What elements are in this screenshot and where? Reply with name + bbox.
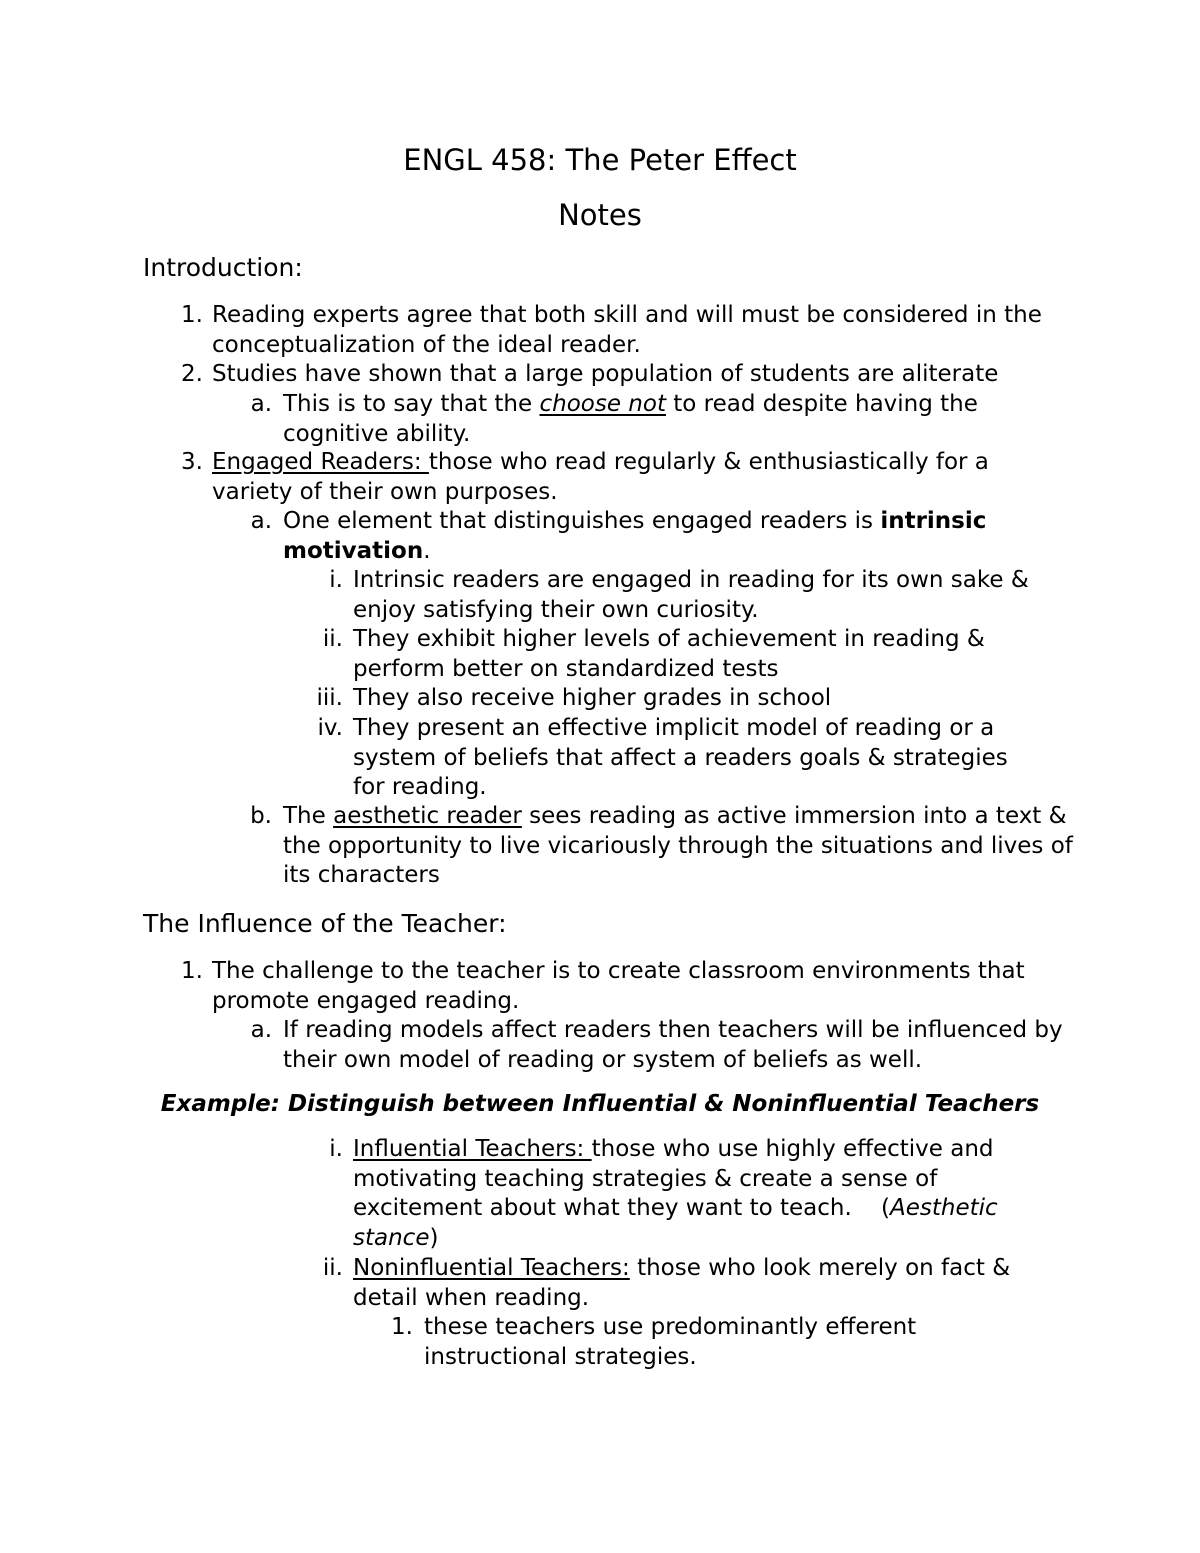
list-marker: b.: [250, 803, 272, 829]
emphasis-text: choose not: [539, 391, 666, 417]
list-item: Intrinsic readers are engaged in reading for its own sake & enjoy satisfying their own curiosity.: [353, 567, 1029, 623]
list-item: Reading experts agree that both skill and will must be considered in the conceptualization of the ideal reader.: [212, 302, 1042, 358]
list-marker: a.: [250, 1017, 272, 1043]
list-marker: a.: [250, 508, 272, 534]
document-title: ENGL 458: The Peter Effect: [403, 143, 797, 177]
list-item: They present an effective implicit model of reading or a system of beliefs that affect a readers goals & strategies for reading.: [353, 715, 1008, 801]
example-heading: Example: Distinguish between Influential & Noninfluential Teachers: [160, 1091, 1040, 1117]
list-item: Noninfluential Teachers: those who look merely on fact & detail when reading.: [353, 1255, 1011, 1311]
list-marker: 1.: [181, 958, 203, 984]
list-item: Influential Teachers: those who use highly effective and motivating teaching strategies & create a sense of excitement about what they want to teach. (Aesthetic stance): [353, 1136, 1005, 1251]
list-marker: ii.: [322, 626, 343, 652]
list-marker: ii.: [322, 1255, 343, 1281]
list-item: Studies have shown that a large population of students are aliterate: [212, 361, 999, 387]
list-marker: iv.: [317, 715, 343, 741]
list-marker: iii.: [316, 685, 343, 711]
list-item: One element that distinguishes engaged readers is intrinsic motivation.: [283, 508, 987, 564]
list-item: They also receive higher grades in school: [353, 685, 832, 711]
term-aesthetic-reader: aesthetic reader: [333, 803, 522, 829]
term-engaged-readers: Engaged Readers:: [212, 449, 429, 475]
list-marker: i.: [329, 1136, 343, 1162]
list-item: They exhibit higher levels of achievement in reading & perform better on standardized tests: [353, 626, 985, 682]
list-marker: i.: [329, 567, 343, 593]
term-noninfluential-teachers: Noninfluential Teachers:: [353, 1255, 630, 1281]
section-heading-introduction: Introduction:: [143, 253, 303, 282]
bold-term-intrinsic-motivation: intrinsic motivation: [283, 508, 987, 564]
list-marker: a.: [250, 391, 272, 417]
list-item: The challenge to the teacher is to create classroom environments that promote engaged reading.: [212, 958, 1025, 1014]
list-item: This is to say that the choose not to read despite having the cognitive ability.: [283, 391, 978, 447]
emphasis-text: Aesthetic stance: [353, 1195, 1005, 1251]
term-influential-teachers: Influential Teachers:: [353, 1136, 592, 1162]
list-marker: 1.: [391, 1314, 413, 1340]
list-item: these teachers use predominantly efferent instructional strategies.: [424, 1314, 917, 1370]
list-marker: 3.: [181, 449, 203, 475]
list-marker: 2.: [181, 361, 203, 387]
list-marker: 1.: [181, 302, 203, 328]
document-subtitle: Notes: [558, 198, 642, 232]
list-item: Engaged Readers: those who read regularly & enthusiastically for a variety of their own purposes.: [212, 449, 989, 505]
section-heading-influence-of-teacher: The Influence of the Teacher:: [143, 909, 507, 938]
list-item: If reading models affect readers then teachers will be influenced by their own model of reading or system of beliefs as well.: [283, 1017, 1063, 1073]
list-item: The aesthetic reader sees reading as active immersion into a text & the opportunity to live vicariously through the situations and lives of its characters: [283, 803, 1073, 889]
